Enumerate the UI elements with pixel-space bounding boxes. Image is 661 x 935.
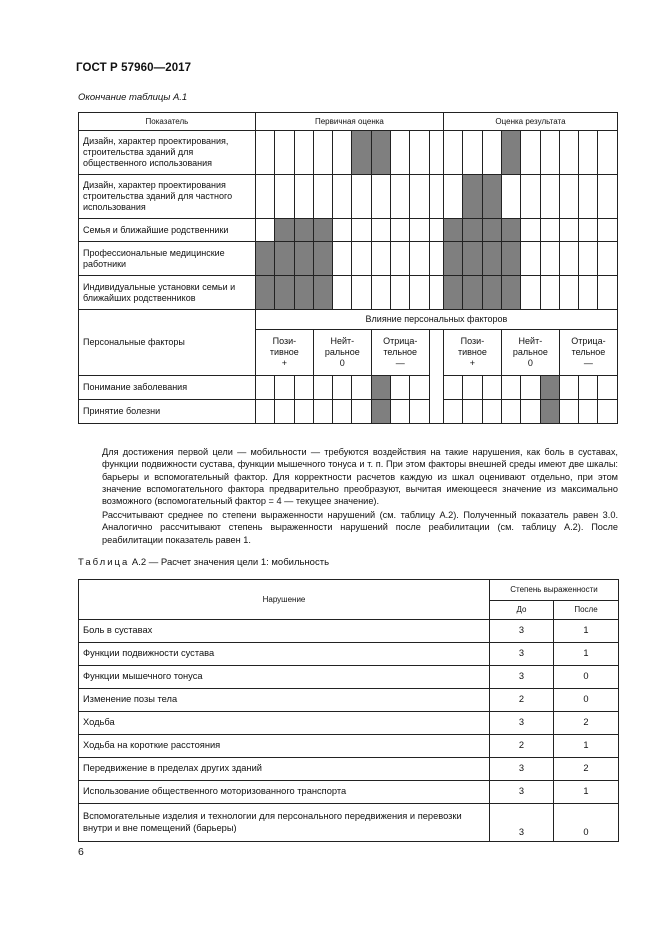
factor-group-line: Отрица-: [383, 336, 418, 346]
primary-cell: [391, 400, 410, 424]
result-cell: [540, 175, 559, 219]
value-before: 3: [490, 643, 554, 666]
factor-group-line: тивное: [269, 347, 299, 357]
value-before: 2: [490, 689, 554, 712]
primary-cell: [371, 219, 390, 242]
primary-cell: [333, 131, 352, 175]
result-cell: [579, 242, 598, 276]
result-cell: [501, 175, 520, 219]
violation-name: Боль в суставах: [79, 620, 490, 643]
result-cell: [521, 376, 540, 400]
factor-group: [559, 330, 617, 376]
header-before: До: [490, 601, 554, 620]
table-row: [79, 400, 618, 424]
primary-cell: [333, 175, 352, 219]
factor-group-line: 0: [527, 358, 533, 368]
result-cell: [463, 400, 482, 424]
primary-cell: [275, 400, 294, 424]
result-cell: [598, 219, 618, 242]
result-cell: [443, 219, 462, 242]
primary-cell: [391, 276, 410, 310]
primary-cell: [410, 175, 429, 219]
result-cell: [559, 131, 578, 175]
primary-cell: [333, 376, 352, 400]
table-row: [79, 804, 619, 842]
result-cell: [521, 242, 540, 276]
divider-cell: [429, 276, 443, 310]
result-cell: [579, 219, 598, 242]
divider-cell: [429, 242, 443, 276]
primary-cell: [352, 219, 371, 242]
result-cell: [559, 175, 578, 219]
primary-cell: [371, 400, 390, 424]
primary-cell: [255, 219, 274, 242]
primary-cell: [410, 219, 429, 242]
value-after: 1: [554, 643, 619, 666]
result-cell: [521, 219, 540, 242]
factor-group: [255, 330, 313, 376]
factor-group: [501, 330, 559, 376]
primary-cell: [275, 242, 294, 276]
paragraph-2-text: Рассчитывают среднее по степени выраженности нарушений (см. таблицу А.2). Полученный показатель равен 3.0. Аналогично рассчитывают степень выраженности нарушений после реабилитации (см. таблицу А.2). После реабилитации показатель равен 1.: [102, 510, 618, 545]
result-cell: [579, 175, 598, 219]
factor-group-line: Отрица-: [571, 336, 606, 346]
result-cell: [598, 400, 618, 424]
value-before: 2: [490, 735, 554, 758]
indicator-label: Дизайн, характер проектирования строительства зданий для частного использования: [79, 175, 256, 219]
factor-group-line: Нейт-: [330, 336, 355, 346]
value-after: 1: [554, 781, 619, 804]
result-cell: [482, 131, 501, 175]
result-cell: [559, 242, 578, 276]
primary-cell: [410, 376, 429, 400]
value-after: 1: [554, 620, 619, 643]
result-cell: [579, 400, 598, 424]
result-cell: [482, 376, 501, 400]
result-cell: [443, 242, 462, 276]
primary-cell: [352, 242, 371, 276]
indicator-label: Семья и ближайшие родственники: [79, 219, 256, 242]
violation-name: Ходьба на короткие расстояния: [79, 735, 490, 758]
primary-cell: [352, 131, 371, 175]
value-before: 3: [490, 758, 554, 781]
factor-group-line: Пози-: [272, 336, 297, 346]
table-a1: [78, 112, 618, 424]
result-cell: [463, 131, 482, 175]
value-before: 3: [490, 666, 554, 689]
primary-cell: [255, 276, 274, 310]
table-row: [79, 242, 618, 276]
primary-cell: [294, 276, 313, 310]
primary-cell: [333, 400, 352, 424]
result-cell: [579, 376, 598, 400]
table-row: [79, 735, 619, 758]
factor-group: [443, 330, 501, 376]
result-cell: [443, 175, 462, 219]
table-row: [79, 666, 619, 689]
primary-cell: [352, 175, 371, 219]
table-row: [79, 689, 619, 712]
table-row: [79, 712, 619, 735]
value-after: 0: [554, 666, 619, 689]
table-row: [79, 219, 618, 242]
factor-group-line: —: [395, 358, 405, 368]
violation-name: Использование общественного моторизованного транспорта: [79, 781, 490, 804]
value-before: 3: [490, 620, 554, 643]
header-indicator: Показатель: [79, 113, 256, 131]
result-cell: [463, 175, 482, 219]
header-result: Оценка результата: [443, 113, 617, 131]
primary-cell: [333, 276, 352, 310]
primary-cell: [391, 219, 410, 242]
factor-group-line: Пози-: [460, 336, 485, 346]
primary-cell: [333, 219, 352, 242]
result-cell: [463, 276, 482, 310]
primary-cell: [371, 131, 390, 175]
primary-cell: [313, 219, 332, 242]
factor-label: Принятие болезни: [79, 400, 256, 424]
factor-group-line: ральное: [324, 347, 360, 357]
primary-cell: [294, 131, 313, 175]
result-cell: [579, 276, 598, 310]
primary-cell: [275, 219, 294, 242]
factor-group-line: —: [583, 358, 593, 368]
table2-caption-prefix: Таблица: [78, 557, 130, 568]
result-cell: [501, 242, 520, 276]
header-primary: Первичная оценка: [255, 113, 443, 131]
result-cell: [579, 131, 598, 175]
result-cell: [443, 400, 462, 424]
result-cell: [521, 131, 540, 175]
table-row: [79, 276, 618, 310]
primary-cell: [391, 376, 410, 400]
result-cell: [482, 242, 501, 276]
value-after: 0: [554, 689, 619, 712]
value-after: 2: [554, 758, 619, 781]
result-cell: [463, 242, 482, 276]
primary-cell: [371, 242, 390, 276]
factor-label: Понимание заболевания: [79, 376, 256, 400]
primary-cell: [371, 175, 390, 219]
result-cell: [598, 175, 618, 219]
value-after: 0: [554, 804, 619, 842]
result-cell: [559, 376, 578, 400]
value-before: 3: [490, 712, 554, 735]
primary-cell: [410, 276, 429, 310]
table2-caption: [78, 557, 329, 568]
table-row: [79, 643, 619, 666]
header-violation: Нарушение: [79, 580, 490, 620]
result-cell: [521, 175, 540, 219]
divider-cell: [429, 175, 443, 219]
result-cell: [463, 376, 482, 400]
primary-cell: [255, 242, 274, 276]
primary-cell: [275, 131, 294, 175]
table2-caption-text: А.2 — Расчет значения цели 1: мобильность: [131, 557, 330, 568]
result-cell: [521, 276, 540, 310]
violation-name: Вспомогательные изделия и технологии для персонального передвижения и перевозки внутри и вне помещений (барьеры): [79, 804, 490, 842]
primary-cell: [352, 276, 371, 310]
factor-group-line: Нейт-: [518, 336, 543, 346]
primary-cell: [255, 400, 274, 424]
primary-cell: [352, 376, 371, 400]
result-cell: [482, 219, 501, 242]
header-after: После: [554, 601, 619, 620]
page-number: 6: [78, 846, 84, 858]
primary-cell: [313, 276, 332, 310]
violation-name: Изменение позы тела: [79, 689, 490, 712]
result-cell: [443, 276, 462, 310]
value-before: 3: [490, 804, 554, 842]
result-cell: [501, 400, 520, 424]
primary-cell: [294, 376, 313, 400]
result-cell: [501, 376, 520, 400]
value-before: 3: [490, 781, 554, 804]
primary-cell: [294, 219, 313, 242]
primary-cell: [391, 242, 410, 276]
table-row: [79, 175, 618, 219]
result-cell: [540, 400, 559, 424]
result-cell: [443, 376, 462, 400]
result-cell: [482, 175, 501, 219]
result-cell: [443, 131, 462, 175]
primary-cell: [371, 276, 390, 310]
result-cell: [598, 131, 618, 175]
result-cell: [482, 276, 501, 310]
primary-cell: [391, 131, 410, 175]
primary-cell: [255, 376, 274, 400]
primary-cell: [255, 175, 274, 219]
primary-cell: [313, 131, 332, 175]
paragraph-1: [78, 446, 618, 507]
result-cell: [598, 242, 618, 276]
primary-cell: [333, 242, 352, 276]
result-cell: [559, 400, 578, 424]
table-a2: [78, 579, 619, 842]
primary-cell: [294, 400, 313, 424]
primary-cell: [410, 242, 429, 276]
primary-cell: [294, 175, 313, 219]
primary-cell: [313, 400, 332, 424]
primary-cell: [391, 175, 410, 219]
factor-group: [313, 330, 371, 376]
violation-name: Функции мышечного тонуса: [79, 666, 490, 689]
paragraph-1-text: Для достижения первой цели — мобильности — требуются воздействия на такие нарушения, как боль в суставах, функции подвижности сустава, функции мышечного тонуса и т. п. При этом факторы внешней среды имеют две шкалы: барьеры и вспомогательный фактор. Для корректности расчетов каждую из шкал оценивают отдельно, при этом значение вспомогательного фактора предварительно преобразуют, вычитая имеющееся значение из максимально возможного (вспомогательный фактор = 4 — текущее значение).: [102, 447, 618, 507]
primary-cell: [275, 276, 294, 310]
divider-cell: [429, 330, 443, 424]
factor-group-line: тивное: [457, 347, 487, 357]
primary-cell: [294, 242, 313, 276]
factor-group: [371, 330, 429, 376]
factor-group-line: +: [281, 358, 287, 368]
result-cell: [598, 276, 618, 310]
factor-group-line: ральное: [512, 347, 548, 357]
result-cell: [598, 376, 618, 400]
primary-cell: [352, 400, 371, 424]
primary-cell: [410, 400, 429, 424]
primary-cell: [313, 175, 332, 219]
indicator-label: Дизайн, характер проектирования, строительства зданий для общественного использования: [79, 131, 256, 175]
table-row: [79, 131, 618, 175]
table-row: [79, 781, 619, 804]
result-cell: [501, 219, 520, 242]
factor-group-line: 0: [339, 358, 345, 368]
factor-group-line: тельное: [383, 347, 418, 357]
indicator-label: Профессиональные медицинские работники: [79, 242, 256, 276]
result-cell: [559, 276, 578, 310]
header-degree: Степень выраженности: [490, 580, 619, 601]
result-cell: [540, 376, 559, 400]
table-row: [79, 758, 619, 781]
result-cell: [540, 219, 559, 242]
factor-group-line: +: [469, 358, 476, 368]
primary-cell: [313, 242, 332, 276]
result-cell: [540, 276, 559, 310]
primary-cell: [371, 376, 390, 400]
violation-name: Ходьба: [79, 712, 490, 735]
result-cell: [501, 276, 520, 310]
result-cell: [559, 219, 578, 242]
table-row: [79, 620, 619, 643]
factors-label: Персональные факторы: [79, 310, 256, 376]
primary-cell: [275, 175, 294, 219]
divider-cell: [429, 131, 443, 175]
violation-name: Функции подвижности сустава: [79, 643, 490, 666]
primary-cell: [313, 376, 332, 400]
paragraph-2: [78, 509, 618, 546]
value-after: 2: [554, 712, 619, 735]
value-after: 1: [554, 735, 619, 758]
indicator-label: Индивидуальные установки семьи и ближайших родственников: [79, 276, 256, 310]
result-cell: [482, 400, 501, 424]
primary-cell: [255, 131, 274, 175]
factors-title: Влияние персональных факторов: [255, 310, 617, 330]
result-cell: [540, 131, 559, 175]
violation-name: Передвижение в пределах других зданий: [79, 758, 490, 781]
table1-caption: Окончание таблицы А.1: [78, 92, 188, 103]
document-header: ГОСТ Р 57960—2017: [76, 62, 192, 74]
primary-cell: [410, 131, 429, 175]
result-cell: [540, 242, 559, 276]
table-row: [79, 376, 618, 400]
divider-cell: [429, 219, 443, 242]
primary-cell: [275, 376, 294, 400]
result-cell: [521, 400, 540, 424]
factor-group-line: тельное: [571, 347, 606, 357]
result-cell: [463, 219, 482, 242]
result-cell: [501, 131, 520, 175]
